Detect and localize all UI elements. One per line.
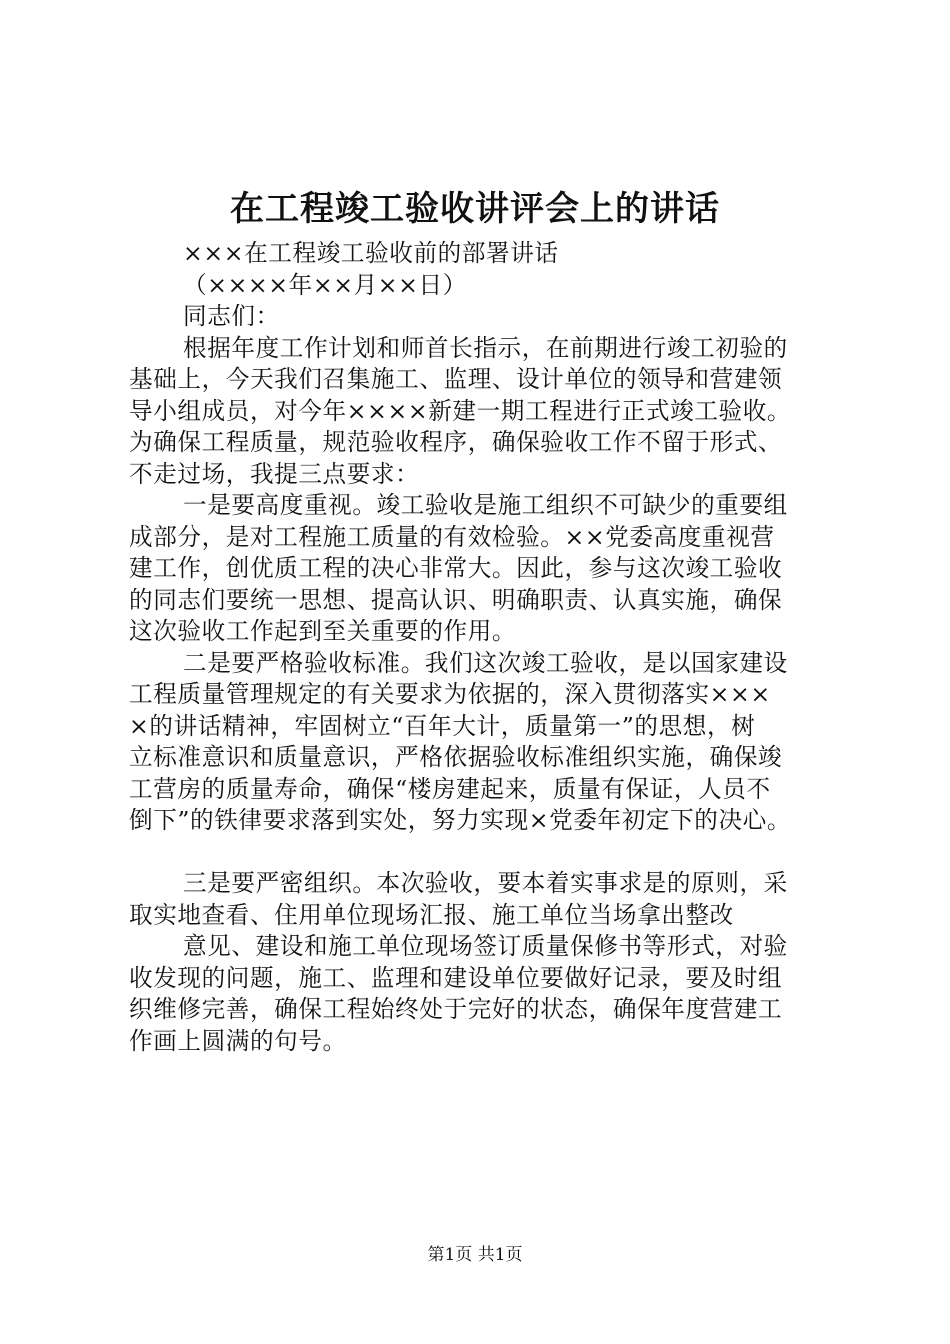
body-line: 三是要严密组织。本次验收，要本着实事求是的原则，采 [183, 869, 788, 897]
paragraph-gap [129, 837, 829, 869]
body-line: ×的讲话精神，牢固树立“百年大计，质量第一”的思想，树 [129, 711, 756, 740]
body-line: 导小组成员，对今年××××新建一期工程进行正式竣工验收。 [129, 396, 792, 425]
body-line: 立标准意识和质量意识，严格依据验收标准组织实施，确保竣 [129, 743, 783, 771]
body-line: 为确保工程质量，规范验收程序，确保验收工作不留于形式、 [129, 428, 783, 456]
body-line: 工营房的质量寿命，确保“楼房建起来，质量有保证，人员不 [129, 774, 771, 803]
body-line: 基础上，今天我们召集施工、监理、设计单位的领导和营建领 [129, 365, 783, 393]
salutation-line: 同志们： [183, 302, 280, 330]
body-line: 取实地查看、住用单位现场汇报、施工单位当场拿出整改 [129, 900, 734, 929]
body-line: 成部分，是对工程施工质量的有效检验。××党委高度重视营 [129, 522, 775, 551]
body-line: 不走过场，我提三点要求： [129, 459, 420, 488]
body-line: 二是要严格验收标准。我们这次竣工验收，是以国家建设 [183, 648, 788, 677]
document-title: 在工程竣工验收讲评会上的讲话 [230, 189, 720, 229]
body-line: 建工作，创优质工程的决心非常大。因此，参与这次竣工验收 [129, 554, 783, 582]
body-line: 工程质量管理规定的有关要求为依据的，深入贯彻落实××× [129, 680, 771, 708]
date-line: （××××年××月××日） [183, 270, 467, 299]
body-line: 织维修完善，确保工程始终处于完好的状态，确保年度营建工 [129, 995, 783, 1023]
body-line: 作画上圆满的句号。 [129, 1026, 347, 1055]
page-footer: 第1页 共1页 [427, 1245, 523, 1265]
body-line: 这次验收工作起到至关重要的作用。 [129, 617, 517, 645]
document-body [129, 238, 829, 1057]
body-line: 意见、建设和施工单位现场签订质量保修书等形式，对验 [183, 932, 788, 960]
subtitle-line: ×××在工程竣工验收前的部署讲话 [183, 239, 559, 267]
body-line: 的同志们要统一思想、提高认识、明确职责、认真实施，确保 [129, 585, 783, 614]
body-line: 倒下”的铁律要求落到实处，努力实现×党委年初定下的决心。 [129, 806, 792, 834]
body-line: 根据年度工作计划和师首长指示，在前期进行竣工初验的 [183, 333, 788, 362]
body-line: 收发现的问题，施工、监理和建设单位要做好记录，要及时组 [129, 963, 783, 992]
body-line: 一是要高度重视。竣工验收是施工组织不可缺少的重要组 [183, 491, 788, 519]
